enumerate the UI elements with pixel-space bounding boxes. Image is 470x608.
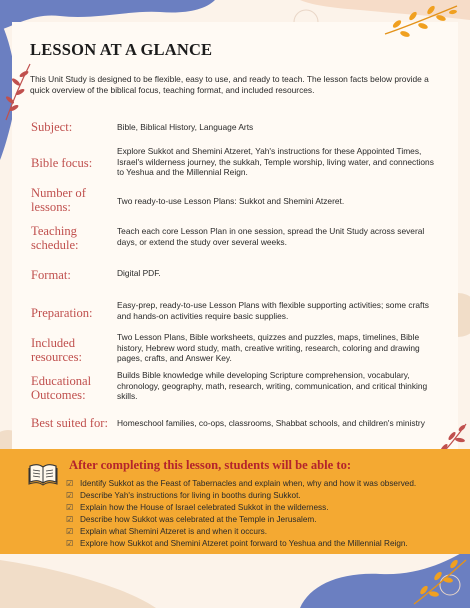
fact-value: Two Lesson Plans, Bible worksheets, quizzes and puzzles, maps, timelines, Bible history, Hebrew word study, math, creative writing, research, coloring and drawing pages, crafts, and Answer Key. <box>117 332 420 364</box>
fact-value: Bible, Biblical History, Language Arts <box>117 122 254 132</box>
outcome-text: Explore how Sukkot and Shemini Atzeret point forward to Yeshua and the Millennial Reign. <box>80 538 408 548</box>
checkmark-icon: ☑ <box>66 490 74 500</box>
leaf-branch-icon <box>410 556 470 606</box>
list-item <box>66 501 416 513</box>
outcome-text: Describe Yah's instructions for living in booths during Sukkot. <box>80 490 301 500</box>
list-item <box>66 525 416 537</box>
fact-label: Best suited for: <box>31 416 108 430</box>
fact-value: Digital PDF. <box>117 268 161 278</box>
fact-value: Builds Bible knowledge while developing Scripture comprehension, vocabulary, chronology, geography, math, research, writing, communication, and critical thinking skills. <box>117 370 428 402</box>
outcome-text: Explain how the House of Israel celebrated Sukkot in the wilderness. <box>80 502 329 512</box>
outcomes-title: After completing this lesson, students will be able to: <box>69 458 352 472</box>
fact-label: Format: <box>31 268 71 282</box>
checkmark-icon: ☑ <box>66 526 74 536</box>
fact-label: Educational Outcomes: <box>31 374 92 402</box>
intro-paragraph: This Unit Study is designed to be flexible, easy to use, and ready to teach. The lesson facts below provide a quick overview of the biblical focus, teaching format, and included resources. <box>30 74 429 95</box>
fact-label: Teaching schedule: <box>31 224 79 252</box>
open-book-icon <box>28 462 58 486</box>
fact-label: Subject: <box>31 120 73 134</box>
checkmark-icon: ☑ <box>66 514 74 524</box>
fact-value: Explore Sukkot and Shemini Atzeret, Yah's instructions for these Appointed Times, Israel's wilderness journey, the sukkah, Temple worship, living water, and connections to Yeshua and the Millennial Reign. <box>117 146 434 178</box>
list-item <box>66 537 416 549</box>
fact-value: Easy-prep, ready-to-use Lesson Plans with flexible supporting activities; some crafts and hands-on activities require basic supplies. <box>117 300 429 321</box>
fact-value: Homeschool families, co-ops, classrooms, Shabbat schools, and children's ministry <box>117 418 425 428</box>
fact-label: Preparation: <box>31 306 93 320</box>
fact-label: Number of lessons: <box>31 186 86 214</box>
checkmark-icon: ☑ <box>66 538 74 548</box>
outcomes-list <box>66 477 416 549</box>
fact-value: Teach each core Lesson Plan in one session, spread the Unit Study across several days, or extend the study over several weeks. <box>117 226 425 247</box>
checkmark-icon: ☑ <box>66 478 74 488</box>
outcome-text: Describe how Sukkot was celebrated at the Temple in Jerusalem. <box>80 514 317 524</box>
fact-value: Two ready-to-use Lesson Plans: Sukkot and Shemini Atzeret. <box>117 196 345 206</box>
page-title: LESSON AT A GLANCE <box>30 40 213 59</box>
list-item <box>66 513 416 525</box>
fact-label: Included resources: <box>31 336 83 364</box>
fact-label: Bible focus: <box>31 156 93 170</box>
checkmark-icon: ☑ <box>66 502 74 512</box>
outcome-text: Explain what Shemini Atzeret is and when it occurs. <box>80 526 268 536</box>
list-item <box>66 489 416 501</box>
list-item <box>66 477 416 489</box>
outcome-text: Identify Sukkot as the Feast of Tabernacles and explain when, why and how it was observed. <box>80 478 417 488</box>
